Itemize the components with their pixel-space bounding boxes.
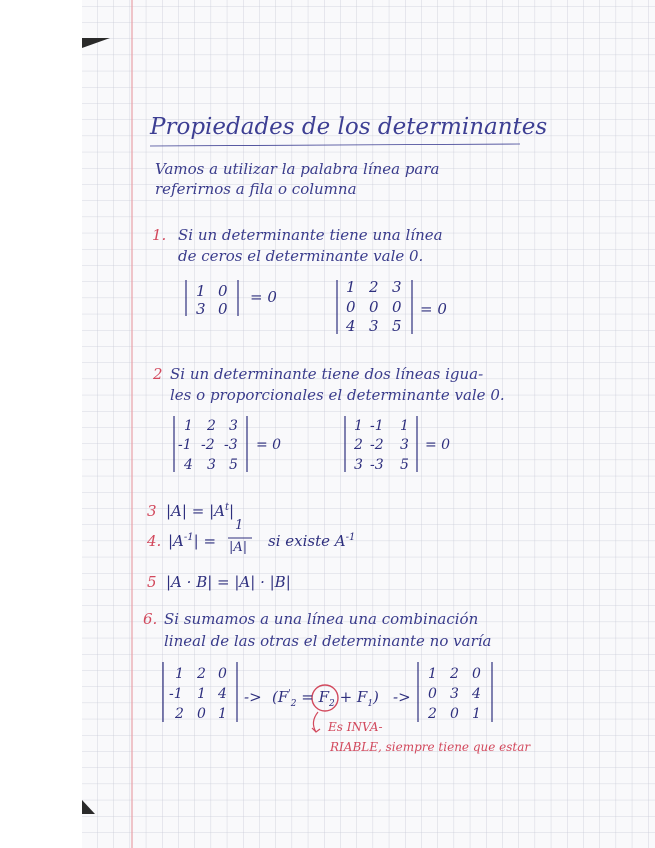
p1-m2-r0c1: 2 xyxy=(369,278,379,296)
intro-line-1: Vamos a utilizar la palabra línea para xyxy=(155,160,440,178)
p1-m2-r0c0: 1 xyxy=(346,278,356,296)
p4-lhs-a: |A xyxy=(168,532,184,550)
p4-frac-num: 1 xyxy=(235,518,244,533)
p4-A-sup: -1 xyxy=(345,532,356,543)
p6-m2-r2c2: 1 xyxy=(472,706,481,722)
p1-m1-r0c1: 0 xyxy=(218,282,228,300)
p2-m1-r2c2: 5 xyxy=(229,457,238,473)
p2-m2-r0c2: 1 xyxy=(400,418,409,434)
p6-arrow-2: -> xyxy=(393,688,411,706)
op-close: ) xyxy=(373,688,379,706)
p3-number: 3 xyxy=(147,502,157,520)
p1-m1-r0c0: 1 xyxy=(196,282,206,300)
p2-m2-r2c2: 5 xyxy=(400,457,409,473)
p1-m2-r1c2: 0 xyxy=(392,298,402,316)
op-eq: = xyxy=(301,688,314,706)
p4-number: 4. xyxy=(147,532,162,550)
p4-A: A xyxy=(334,532,346,550)
p3-formula xyxy=(166,502,234,520)
p1-m2-r2c0: 4 xyxy=(346,317,356,335)
p2-line-1: Si un determinante tiene dos líneas igua- xyxy=(170,365,484,383)
p2-m2-r0c0: 1 xyxy=(354,418,363,434)
op-sub: 2 xyxy=(290,699,297,709)
p4-note xyxy=(268,532,355,550)
p6-line-2: lineal de las otras el determinante no varía xyxy=(164,632,492,650)
p2-m1-r0c1: 2 xyxy=(207,418,216,434)
p6-m2-r1c2: 4 xyxy=(472,686,481,702)
p4-lhs xyxy=(168,532,216,550)
p2-m1-r0c0: 1 xyxy=(184,418,193,434)
p6-m1-r2c1: 0 xyxy=(197,706,206,722)
p1-m2-r0c2: 3 xyxy=(392,278,402,296)
p1-line-1: Si un determinante tiene una línea xyxy=(178,226,443,244)
p6-m1-r2c0: 2 xyxy=(175,706,184,722)
p6-note-line-2: RIABLE, siempre tiene que estar xyxy=(330,740,531,754)
p3-sup: t xyxy=(224,502,229,513)
p1-m2-r2c2: 5 xyxy=(392,317,402,335)
p6-matrix-a xyxy=(163,662,237,722)
p4-lhs-sup: -1 xyxy=(183,532,194,543)
p6-m1-r0c2: 0 xyxy=(218,666,227,682)
p1-m1-r1c0: 3 xyxy=(196,300,206,318)
p6-m2-r1c0: 0 xyxy=(428,686,437,702)
p4-note-text: si existe xyxy=(268,532,330,550)
p1-m1-r1c1: 0 xyxy=(218,300,228,318)
p5-formula: |A · B| = |A| · |B| xyxy=(166,573,291,591)
p3-rhs: |A xyxy=(209,502,225,520)
p6-m2-r2c0: 2 xyxy=(428,706,437,722)
p2-m2-r2c1: -3 xyxy=(370,457,384,473)
op-sup: ' xyxy=(288,689,291,699)
p6-m1-r1c1: 1 xyxy=(197,686,206,702)
p6-line-1: Si sumamos a una línea una combinación xyxy=(164,610,479,628)
p1-eq-2: = 0 xyxy=(420,300,447,318)
p2-m2-r1c1: -2 xyxy=(370,437,384,453)
op-f1sub: 1 xyxy=(367,699,374,709)
p6-m1-r1c0: -1 xyxy=(169,686,183,702)
p6-operation xyxy=(272,688,379,709)
op-plus: + F xyxy=(339,688,368,706)
op-f2: F xyxy=(318,688,330,706)
p6-arrow-1: -> xyxy=(244,688,262,706)
p1-m2-r1c1: 0 xyxy=(369,298,379,316)
p6-m2-r2c1: 0 xyxy=(450,706,459,722)
p2-number: 2 xyxy=(153,365,163,383)
p2-eq-1: = 0 xyxy=(256,437,282,453)
page-title: Propiedades de los determinantes xyxy=(150,114,548,140)
p1-m2-r1c0: 0 xyxy=(346,298,356,316)
p1-eq-1: = 0 xyxy=(250,288,277,306)
p4-frac-den: |A| xyxy=(229,540,248,555)
p6-note-line-1: Es INVA- xyxy=(328,720,383,734)
p1-line-2: de ceros el determinante vale 0. xyxy=(178,247,424,265)
p2-m2-r1c2: 3 xyxy=(400,437,409,453)
p3-lhs: |A| = xyxy=(166,502,205,520)
p2-m1-r0c2: 3 xyxy=(229,418,238,434)
p2-m1-r2c0: 4 xyxy=(184,457,193,473)
p6-m2-r1c1: 3 xyxy=(450,686,459,702)
p6-m2-r0c1: 2 xyxy=(450,666,459,682)
p6-m1-r1c2: 4 xyxy=(218,686,227,702)
p2-m1-r1c1: -2 xyxy=(201,437,215,453)
p2-m1-r2c1: 3 xyxy=(207,457,216,473)
p6-m2-r0c2: 0 xyxy=(472,666,481,682)
op-open: (F xyxy=(272,688,289,706)
p2-m2-r2c0: 3 xyxy=(354,457,363,473)
p2-m1-r1c0: -1 xyxy=(178,437,192,453)
p6-number: 6. xyxy=(143,610,158,628)
p6-m1-r2c2: 1 xyxy=(218,706,227,722)
p2-line-2: les o proporcionales el determinante vale 0. xyxy=(170,386,505,404)
p4-lhs-end: | = xyxy=(193,532,217,550)
p5-number: 5 xyxy=(147,573,157,591)
op-f2sub: 2 xyxy=(329,699,335,709)
p6-m2-r0c0: 1 xyxy=(428,666,437,682)
p2-m2-r1c0: 2 xyxy=(354,437,363,453)
p2-eq-2: = 0 xyxy=(425,437,451,453)
p1-m2-r2c1: 3 xyxy=(369,317,379,335)
p2-m2-r0c1: -1 xyxy=(370,418,384,434)
p6-matrix-b xyxy=(418,662,492,722)
p6-m1-r0c0: 1 xyxy=(175,666,184,682)
p1-number: 1. xyxy=(152,226,167,244)
p6-m1-r0c1: 2 xyxy=(197,666,206,682)
p2-m1-r1c2: -3 xyxy=(224,437,238,453)
p3-end: | xyxy=(228,502,235,520)
intro-line-2: referirnos a fila o columna xyxy=(155,180,357,198)
